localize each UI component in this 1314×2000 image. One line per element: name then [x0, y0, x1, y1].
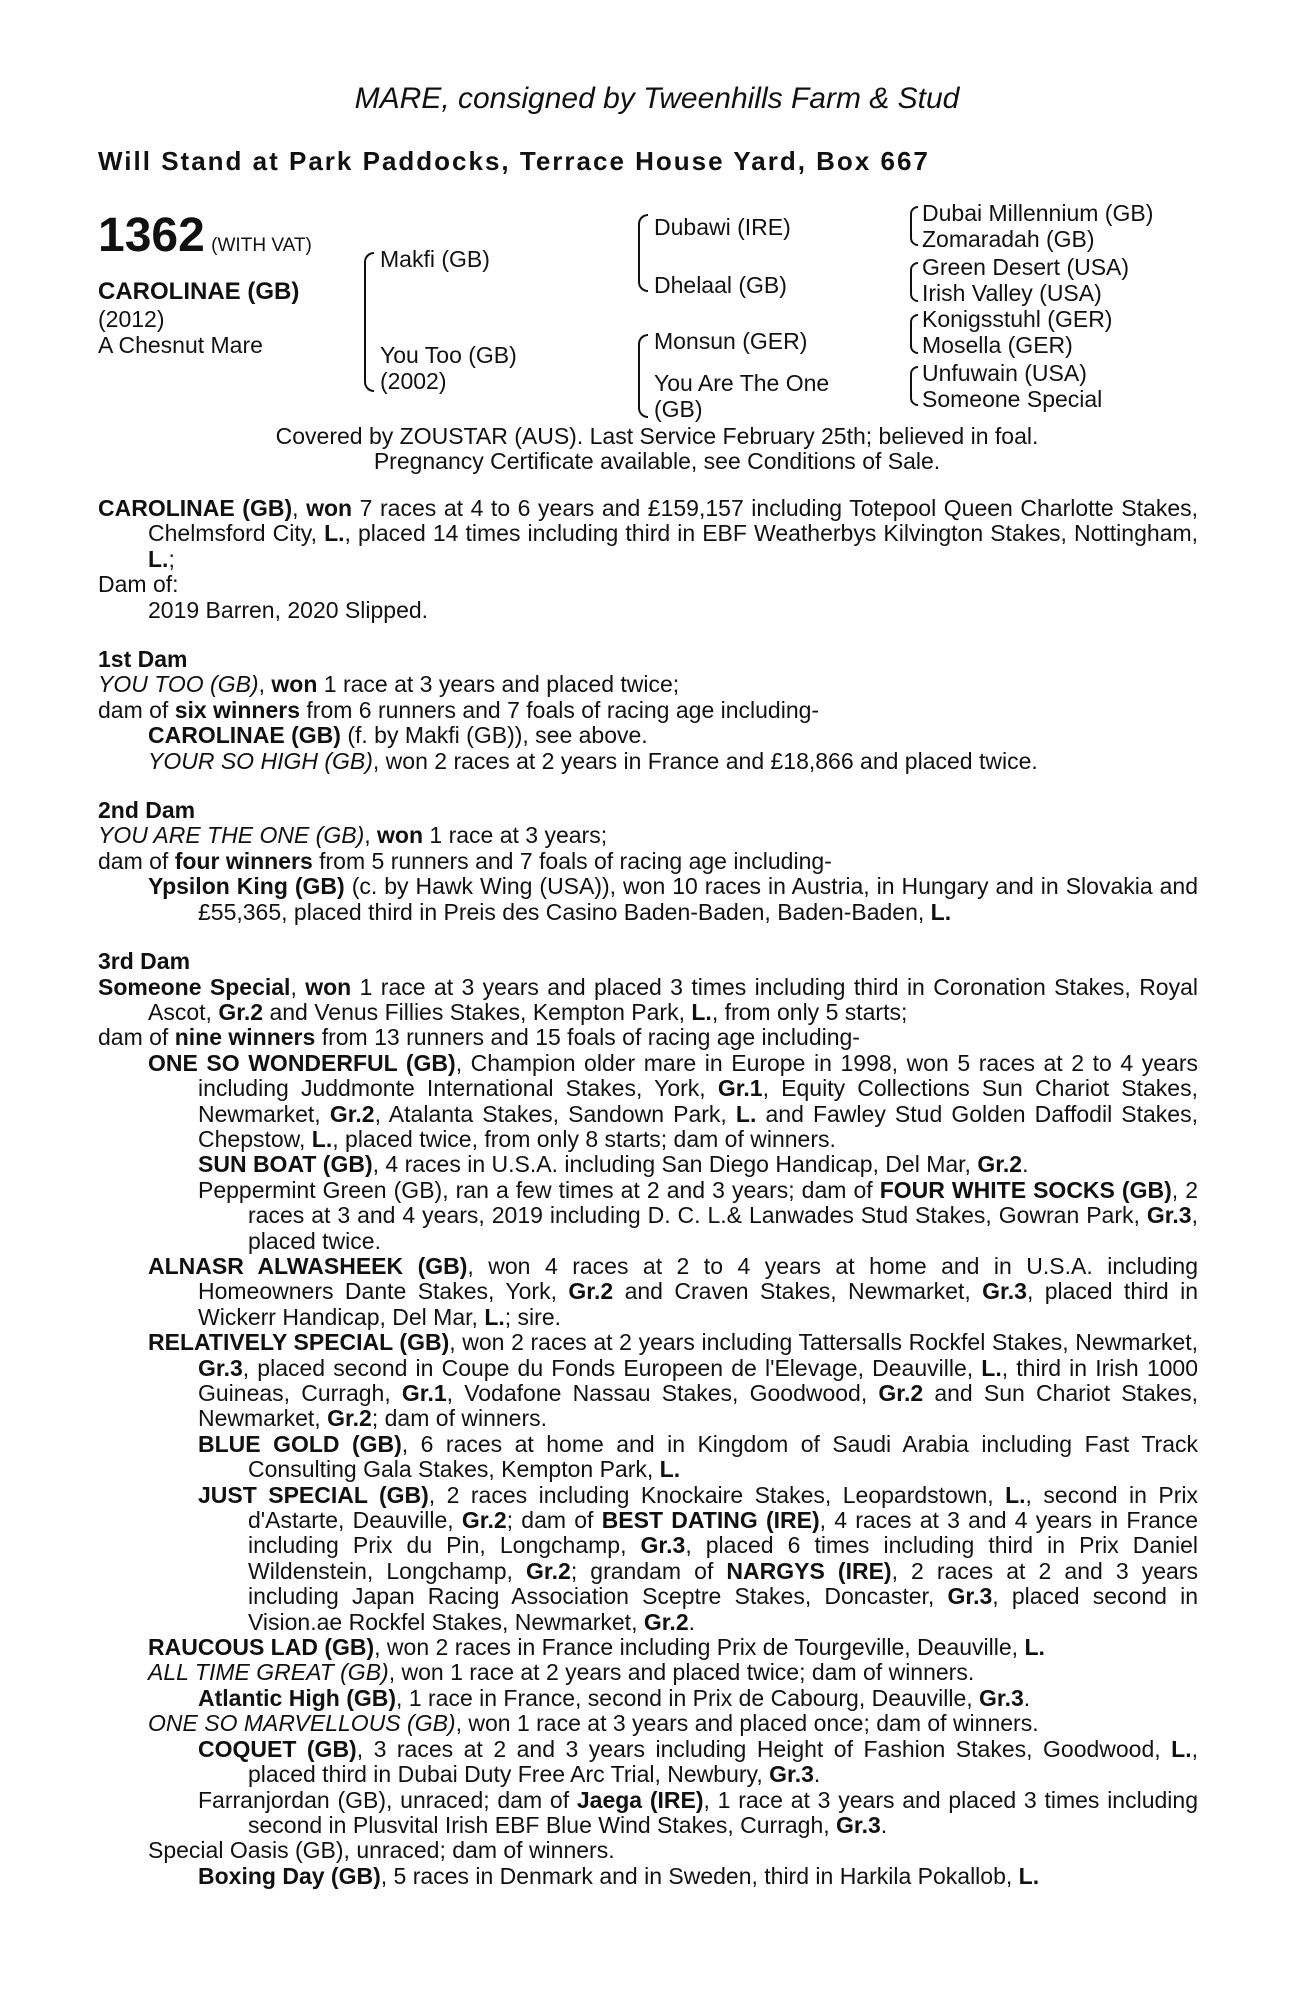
grandsire-5: Konigsstuhl (GER)	[922, 306, 1113, 332]
third-dam-record: Someone Special, won 1 race at 3 years and placed 3 times including third in Coronation Stakes, Royal Ascot, Gr.2 and Venus Fillies Stakes, Kempton Park, L., from only 5 starts;	[98, 973, 1199, 1025]
dam-of-label: Dam of:	[98, 571, 179, 598]
produce-record: 2019 Barren, 2020 Slipped.	[148, 596, 429, 623]
third-dam-heading: 3rd Dam	[98, 948, 191, 975]
dam-year: (2002)	[380, 368, 447, 394]
pedigree-brace	[910, 262, 918, 302]
dam: You Too (GB)	[380, 342, 517, 368]
first-dam-produce: dam of six winners from 6 runners and 7 foals of racing age including-	[98, 696, 820, 723]
dam-dam: You Are The One	[654, 370, 830, 396]
list-item: RAUCOUS LAD (GB), won 2 races in France including Prix de Tourgeville, Deauville, L.	[148, 1634, 1045, 1661]
lot-number: 1362	[98, 209, 205, 262]
list-item: Atlantic High (GB), 1 race in France, second in Prix de Cabourg, Deauville, Gr.3.	[198, 1684, 1031, 1711]
vat-note: (WITH VAT)	[211, 235, 312, 256]
pedigree-brace	[638, 334, 648, 418]
race-record	[98, 496, 1198, 1889]
list-item: Boxing Day (GB), 5 races in Denmark and in Sweden, third in Harkila Pokallob, L.	[198, 1862, 1040, 1889]
pedigree-brace	[364, 252, 374, 392]
second-dam-record: YOU ARE THE ONE (GB), won 1 race at 3 years;	[98, 822, 608, 849]
list-item: SUN BOAT (GB), 4 races in U.S.A. including San Diego Handicap, Del Mar, Gr.2.	[198, 1151, 1029, 1178]
grandsire-3: Green Desert (USA)	[922, 254, 1130, 280]
covered-line-2: Pregnancy Certificate available, see Conditions of Sale.	[373, 448, 941, 474]
list-item: RELATIVELY SPECIAL (GB), won 2 races at 2 years including Tattersalls Rockfel Stakes, Newmarket, Gr.3, placed second in Coupe du Fonds Europeen de l'Elevage, Deauville, L., third in Irish 1000 Guineas, Curragh, Gr.1, Vodafone Nassau Stakes, Goodwood, Gr.2 and Sun Chariot Stakes, Newmarket, Gr.2; dam of winners.	[148, 1329, 1198, 1432]
sire: Makfi (GB)	[380, 246, 490, 272]
list-item: Special Oasis (GB), unraced; dam of winners.	[148, 1837, 615, 1864]
pedigree-brace	[910, 314, 918, 354]
grandsire-6: Mosella (GER)	[922, 332, 1073, 358]
list-item: Peppermint Green (GB), ran a few times at 2 and 3 years; dam of FOUR WHITE SOCKS (GB), 2 races at 3 and 4 years, 2019 including D. C. L.& Lanwades Stud Stakes, Gowran Park, Gr.3, placed twice.	[198, 1176, 1198, 1254]
first-dam-heading: 1st Dam	[98, 646, 188, 673]
list-item: JUST SPECIAL (GB), 2 races including Knockaire Stakes, Leopardstown, L., second in Prix d'Astarte, Deauville, Gr.2; dam of BEST DATING (IRE), 4 races at 3 and 4 years in France including Prix du Pin, Longchamp, Gr.3, placed 6 times including third in Prix Daniel Wildenstein, Longchamp, Gr.2; grandam of NARGYS (IRE), 2 races at 2 and 3 years including Japan Racing Association Sceptre Stakes, Doncaster, Gr.3, placed second in Vision.ae Rockfel Stakes, Newmarket, Gr.2.	[198, 1481, 1199, 1635]
pedigree-brace	[638, 214, 648, 292]
second-dam-produce: dam of four winners from 5 runners and 7 foals of racing age including-	[98, 847, 832, 874]
consignor-heading: MARE, consigned by Tweenhills Farm & Stud	[354, 82, 960, 115]
grandsire-7: Unfuwain (USA)	[922, 360, 1087, 386]
pedigree-brace	[910, 366, 918, 406]
sire-dam: Dhelaal (GB)	[654, 272, 787, 298]
second-dam-heading: 2nd Dam	[98, 797, 196, 824]
list-item: ONE SO MARVELLOUS (GB), won 1 race at 3 years and placed once; dam of winners.	[148, 1710, 1039, 1737]
list-item: Ypsilon King (GB) (c. by Hawk Wing (USA)), won 10 races in Austria, in Hungary and in Slovakia and £55,365, placed third in Preis des Casino Baden-Baden, Baden-Baden, L.	[148, 873, 1199, 925]
list-item: YOUR SO HIGH (GB), won 2 races at 2 years in France and £18,866 and placed twice.	[148, 747, 1038, 774]
dam-dam-suffix: (GB)	[654, 396, 703, 422]
grandsire-4: Irish Valley (USA)	[922, 280, 1102, 306]
list-item: Farranjordan (GB), unraced; dam of Jaega (IRE), 1 race at 3 years and placed 3 times including second in Plusvital Irish EBF Blue Wind Stakes, Curragh, Gr.3.	[198, 1786, 1198, 1838]
pedigree-block	[98, 200, 1218, 430]
first-dam-record: YOU TOO (GB), won 1 race at 3 years and placed twice;	[98, 671, 680, 698]
horse-year: (2012)	[98, 306, 165, 332]
dam-sire: Monsun (GER)	[654, 328, 808, 354]
list-item: COQUET (GB), 3 races at 2 and 3 years including Height of Fashion Stakes, Goodwood, L., placed third in Dubai Duty Free Arc Trial, Newbury, Gr.3.	[198, 1735, 1198, 1788]
grandsire-1: Dubai Millennium (GB)	[922, 200, 1154, 226]
list-item: ONE SO WONDERFUL (GB), Champion older mare in Europe in 1998, won 5 races at 2 to 4 years including Juddmonte International Stakes, York, Gr.1, Equity Collections Sun Chariot Stakes, Newmarket, Gr.2, Atalanta Stakes, Sandown Park, L. and Fawley Stud Golden Daffodil Stakes, Chepstow, L., placed twice, from only 8 starts; dam of winners.	[148, 1049, 1198, 1152]
list-item: ALNASR ALWASHEEK (GB), won 4 races at 2 to 4 years at home and in U.S.A. including Homeowners Dante Stakes, York, Gr.2 and Craven Stakes, Newmarket, Gr.3, placed third in Wickerr Handicap, Del Mar, L.; sire.	[148, 1252, 1198, 1330]
horse-name: CAROLINAE (GB)	[98, 278, 300, 305]
pedigree-brace	[910, 206, 918, 246]
mare-record: CAROLINAE (GB), won 7 races at 4 to 6 years and £159,157 including Totepool Queen Charlotte Stakes, Chelmsford City, L., placed 14 times including third in EBF Weatherbys Kilvington Stakes, Nottingham, L.;	[98, 495, 1199, 572]
list-item: CAROLINAE (GB) (f. by Makfi (GB)), see above.	[148, 722, 648, 749]
list-item: ALL TIME GREAT (GB), won 1 race at 2 years and placed twice; dam of winners.	[148, 1659, 975, 1686]
horse-description: A Chesnut Mare	[98, 332, 263, 358]
third-dam-produce: dam of nine winners from 13 runners and 15 foals of racing age including-	[98, 1024, 860, 1051]
lot-number-line	[98, 208, 312, 263]
grandsire-8: Someone Special	[922, 386, 1103, 412]
list-item: BLUE GOLD (GB), 6 races at home and in Kingdom of Saudi Arabia including Fast Track Consulting Gala Stakes, Kempton Park, L.	[198, 1430, 1198, 1483]
covered-line-1: Covered by ZOUSTAR (AUS). Last Service February 25th; believed in foal.	[275, 423, 1039, 449]
sire-sire: Dubawi (IRE)	[654, 214, 791, 240]
grandsire-2: Zomaradah (GB)	[922, 226, 1095, 252]
stand-location: Will Stand at Park Paddocks, Terrace House Yard, Box 667	[98, 146, 930, 176]
covered-note	[0, 424, 1314, 474]
